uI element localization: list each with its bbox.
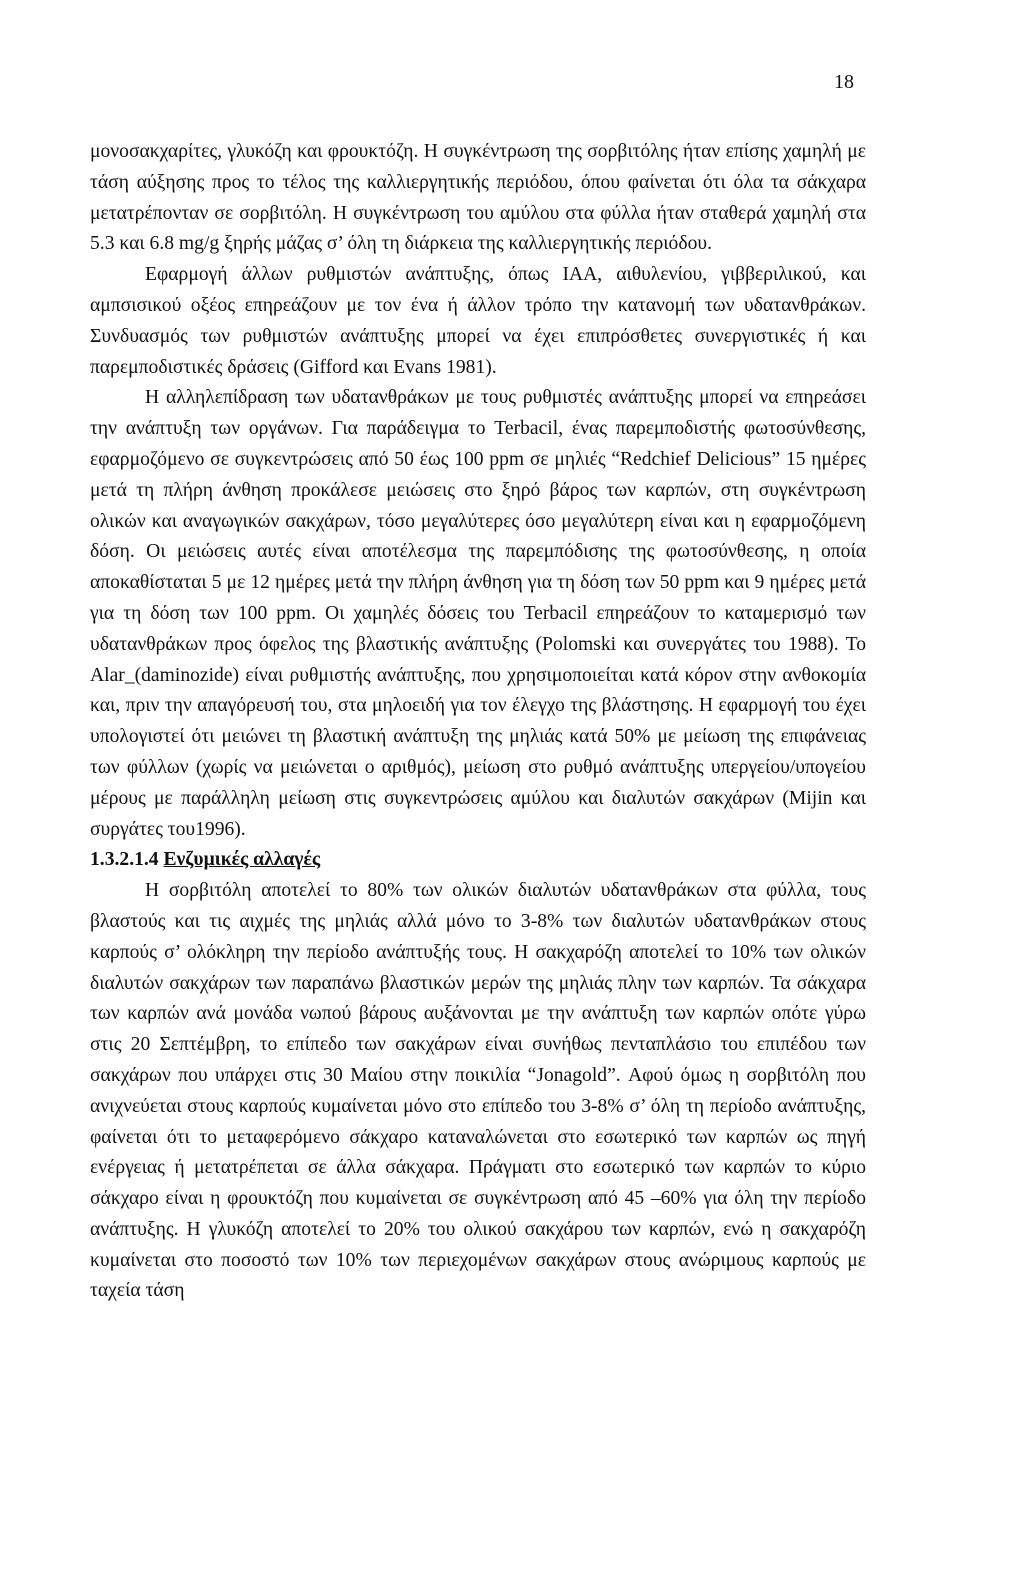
section-number: 1.3.2.1.4: [90, 849, 159, 871]
paragraph-1: μονοσακχαρίτες, γλυκόζη και φρουκτόζη. Η συγκέντρωση της σορβιτόλης ήταν επίσης χαμηλή με τάση αύξησης προς το τέλος της καλλιεργητικής περιόδου, όπου φαίνεται ότι όλα τα σάκχαρα μετατρέπονταν σε σορβιτόλη. Η συγκέντρωση του αμύλου στα φύλλα ήταν σταθερά χαμηλή στα 5.3 και 6.8 mg/g ξηρής μάζας σ’ όλη τη διάρκεια της καλλιεργητικής περιόδου.: [90, 141, 866, 255]
section-paragraph: Η σορβιτόλη αποτελεί το 80% των ολικών διαλυτών υδατανθράκων στα φύλλα, τους βλαστούς και τις αιχμές της μηλιάς αλλά μόνο το 3-8% των διαλυτών υδατανθράκων στους καρπούς σ’ ολόκληρη την περίοδο ανάπτυξής τους. Η σακχαρόζη αποτελεί το 10% των ολικών διαλυτών σακχάρων των παραπάνω βλαστικών μερών της μηλιάς πλην των καρπών. Τα σάκχαρα των καρπών ανά μονάδα νωπού βάρους αυξάνονται με την ανάπτυξη των καρπών οπότε γύρω στις 20 Σεπτέμβρη, το επίπεδο των σακχάρων είναι συνήθως πενταπλάσιο του επιπέδου των σακχάρων που υπάρχει στις 30 Μαίου στην ποικιλία “Jonagold”. Αφού όμως η σορβιτόλη που ανιχνεύεται στους καρπούς κυμαίνεται μόνο στο επίπεδο του 3-8% σ’ όλη τη περίοδο ανάπτυξης, φαίνεται ότι το μεταφερόμενο σάκχαρο καταναλώνεται στο εσωτερικό των καρπών ως πηγή ενέργειας ή μετατρέπεται σε άλλα σάκχαρα. Πράγματι στο εσωτερικό των καρπών το κύριο σάκχαρο είναι η φρουκτόζη που κυμαίνεται σε συγκέντρωση από 45 –60% για όλη την περίοδο ανάπτυξης. Η γλυκόζη αποτελεί το 20% του ολικού σακχάρου των καρπών, ενώ η σακχαρόζη κυμαίνεται στο ποσοστό των 10% των περιεχομένων σακχάρων στους ανώριμους καρπούς με ταχεία τάση: [90, 880, 866, 1302]
paragraph-3: Η αλληλεπίδραση των υδατανθράκων με τους ρυθμιστές ανάπτυξης μπορεί να επηρεάσει την ανάπτυξη των οργάνων. Για παράδειγμα το Terbacil, ένας παρεμποδιστής φωτοσύνθεσης, εφαρμοζόμενο σε συγκεντρώσεις από 50 έως 100 ppm σε μηλιές “Redchief Delicious” 15 ημέρες μετά τη πλήρη άνθηση προκάλεσε μειώσεις στο ξηρό βάρος των καρπών, στη συγκέντρωση ολικών και αναγωγικών σακχάρων, τόσο μεγαλύτερες όσο μεγαλύτερη είναι και η εφαρμοζόμενη δόση. Οι μειώσεις αυτές είναι αποτέλεσμα της παρεμπόδισης της φωτοσύνθεσης, η οποία αποκαθίσταται 5 με 12 ημέρες μετά την πλήρη άνθηση για τη δόση των 50 ppm και 9 ημέρες μετά για τη δόση των 100 ppm. Οι χαμηλές δόσεις του Terbacil επηρεάζουν το καταμερισμό των υδατανθράκων προς όφελος της βλαστικής ανάπτυξης (Polomski και συνεργάτες του 1988). Το Alar_(daminozide) είναι ρυθμιστής ανάπτυξης, που χρησιμοποιείται κατά κόρον στην ανθοκομία και, πριν την απαγόρευσή του, στα μηλοειδή για τον έλεγχο της βλάστησης. Η εφαρμογή του έχει υπολογιστεί ότι μειώνει τη βλαστική ανάπτυξη της μηλιάς κατά 50% με μείωση της επιφάνειας των φύλλων (χωρίς να μειώνεται ο αριθμός), μείωση στο ρυθμό ανάπτυξης υπεργείου/υπογείου μέρους με παράλληλη μείωση στις συγκεντρώσεις αμύλου και διαλυτών σακχάρων (Mijin και συργάτες του1996).: [90, 387, 866, 840]
paragraph-2: Εφαρμογή άλλων ρυθμιστών ανάπτυξης, όπως ΙΑΑ, αιθυλενίου, γιββεριλικού, και αμπσισικού οξέος επηρεάζουν με τον ένα ή άλλον τρόπο την κατανομή των υδατανθράκων. Συνδυασμός των ρυθμιστών ανάπτυξης μπορεί να έχει επιπρόσθετες συνεργιστικές ή και παρεμποδιστικές δράσεις (Gifford και Evans 1981).: [90, 264, 866, 378]
section-heading: [90, 845, 866, 876]
section-title: Ενζυμικές αλλαγές: [163, 849, 321, 871]
body-text: [90, 137, 866, 1307]
page-number: 18: [834, 71, 854, 93]
